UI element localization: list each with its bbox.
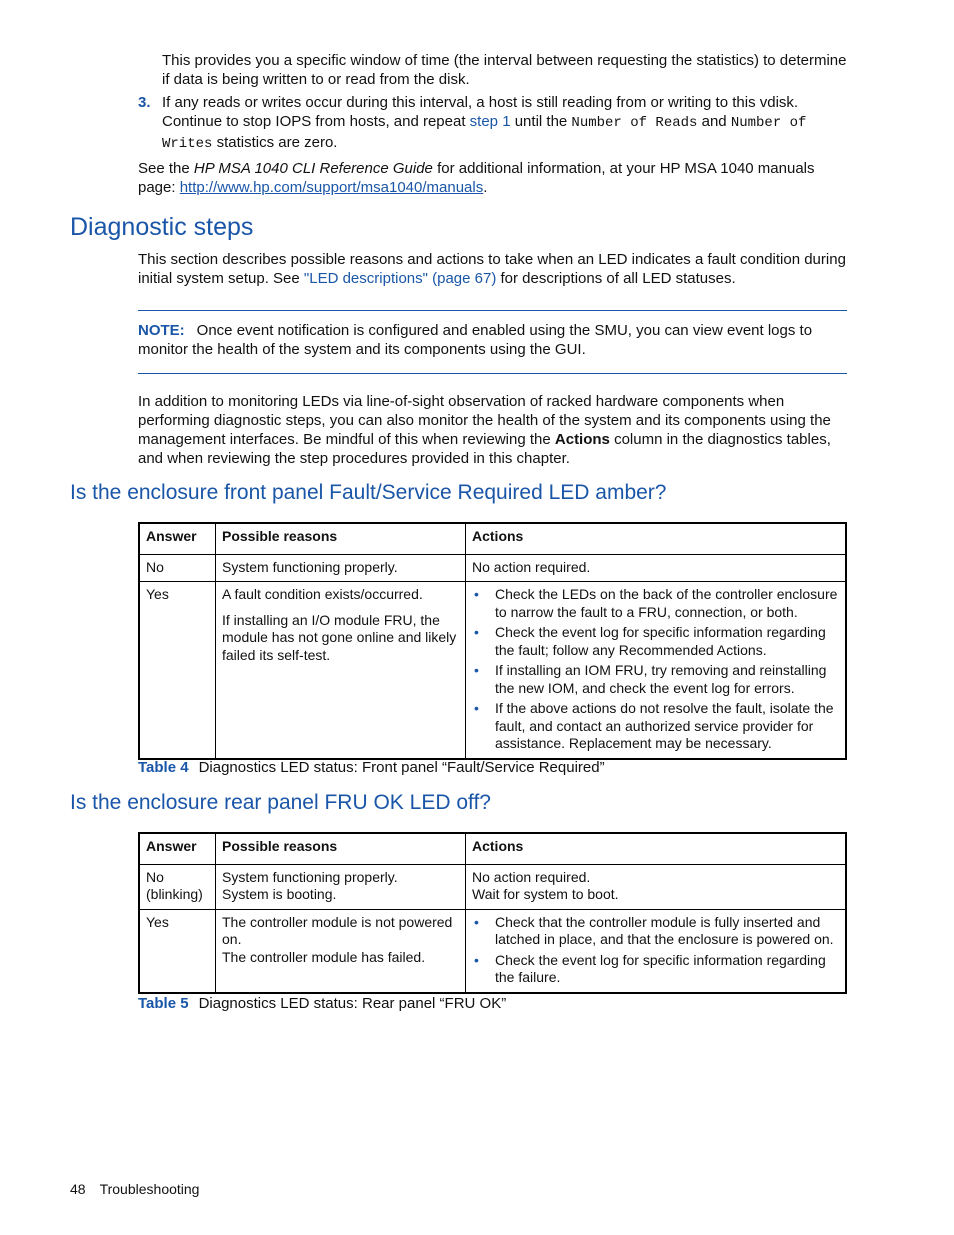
note-top-rule <box>138 310 847 311</box>
table-header-row <box>139 523 846 554</box>
header-answer: Answer <box>139 833 216 864</box>
header-possible-reasons: Possible reasons <box>216 523 466 554</box>
step-3: 3. If any reads or writes occur during this interval, a host is still reading from or writing to this vdisk. Continue to stop IOPS from hosts, and repeat step 1 until the Number of Reads and Number of Writes statistics are zero. <box>138 94 807 152</box>
chapter-title: Troubleshooting <box>99 1181 200 1197</box>
list-item: • If the above actions do not resolve the fault, isolate the fault, and contact an authorized service provider for assistance. Replacement may be necessary. <box>474 700 834 751</box>
heading-rear-panel-fru-ok-led: Is the enclosure rear panel FRU OK LED off? <box>70 791 491 814</box>
table-row <box>139 909 846 993</box>
table-row <box>139 582 846 759</box>
page-number: 48 <box>70 1181 86 1197</box>
cell-answer: No (blinking) <box>139 864 216 909</box>
list-item: • Check the event log for specific information regarding the fault; follow any Recommended Actions. <box>474 624 826 658</box>
table-header-row <box>139 833 846 864</box>
table-row <box>139 864 846 909</box>
diagnostic-intro-paragraph: This section describes possible reasons and actions to take when an LED indicates a fault condition during initial system setup. See "LED descriptions" (page 67) for descriptions of all LED statuses. <box>138 251 846 287</box>
note-label: NOTE: <box>138 322 185 339</box>
manuals-url-link[interactable]: http://www.hp.com/support/msa1040/manuals <box>179 179 484 196</box>
section-heading-diagnostic-steps: Diagnostic steps <box>70 213 254 241</box>
list-item: • Check the event log for specific information regarding the failure. <box>474 951 826 985</box>
header-actions: Actions <box>466 523 847 554</box>
cell-actions <box>466 582 847 759</box>
note-box: NOTE: Once event notification is configured and enabled using the SMU, you can view event logs to monitor the health of the system and its components using the GUI. <box>138 322 813 358</box>
bullet-icon: • <box>474 662 479 678</box>
list-item: • Check that the controller module is fully inserted and latched in place, and that the enclosure is powered on. <box>474 913 834 947</box>
cell-answer: Yes <box>139 909 216 993</box>
cell-actions: No action required. <box>466 554 847 582</box>
heading-front-panel-fault-led: Is the enclosure front panel Fault/Service Required LED amber? <box>70 481 667 504</box>
step-3-number: 3. <box>138 94 151 111</box>
actions-list <box>472 586 839 753</box>
cell-actions <box>466 909 847 993</box>
code-number-of-reads: Number of Reads <box>571 115 698 131</box>
header-answer: Answer <box>139 523 216 554</box>
bullet-icon: • <box>474 913 479 930</box>
header-actions: Actions <box>466 833 847 864</box>
led-descriptions-link[interactable]: "LED descriptions" (page 67) <box>303 270 497 287</box>
reason-text: If installing an I/O module FRU, the module has not gone online and likely failed its self-test. <box>222 611 457 663</box>
note-bottom-rule <box>138 373 847 374</box>
cell-reasons: The controller module is not powered on. The controller module has failed. <box>216 909 466 993</box>
bullet-icon: • <box>474 951 479 968</box>
bullet-icon: • <box>474 700 479 716</box>
cell-reasons: System functioning properly. System is booting. <box>216 864 466 909</box>
actions-bold: Actions <box>554 431 610 448</box>
list-item: • If installing an IOM FRU, try removing and reinstalling the new IOM, and check the event log for errors. <box>474 662 827 696</box>
table-5-caption: Table 5 Diagnostics LED status: Rear panel “FRU OK” <box>138 995 507 1012</box>
table-row <box>139 554 846 582</box>
cell-reasons: System functioning properly. <box>216 554 466 582</box>
step-1-link[interactable]: step 1 <box>469 113 511 130</box>
diagnostic-paragraph-2: In addition to monitoring LEDs via line-of-sight observation of racked hardware components when performing diagnostic steps, you can also monitor the health of the system and its components using the management interfaces. Be mindful of this when reviewing the Actions column in the diagnostics tables, and when reviewing the step procedures provided in this chapter. <box>138 393 831 467</box>
table-4-caption: Table 4 Diagnostics LED status: Front panel “Fault/Service Required” <box>138 759 605 776</box>
reason-text: A fault condition exists/occurred. <box>222 586 423 602</box>
list-item: • Check the LEDs on the back of the controller enclosure to narrow the fault to a FRU, connection, or both. <box>474 586 838 620</box>
bullet-icon: • <box>474 624 479 640</box>
cell-answer: Yes <box>139 582 216 759</box>
table-rear-panel-fru-ok <box>138 832 847 994</box>
cell-actions: No action required. Wait for system to boot. <box>466 864 847 909</box>
cell-reasons <box>216 582 466 759</box>
code-number-of-writes: Number of Writes <box>162 115 807 152</box>
actions-list <box>472 914 839 987</box>
caption-label: Table 4 <box>138 759 189 776</box>
bullet-icon: • <box>474 586 479 602</box>
see-also-paragraph: See the HP MSA 1040 CLI Reference Guide for additional information, at your HP MSA 1040 manuals page: http://www.hp.com/support/msa1040/manuals. <box>138 160 815 196</box>
cli-guide-title: HP MSA 1040 CLI Reference Guide <box>193 160 433 177</box>
intro-paragraph: This provides you a specific window of time (the interval between requesting the statistics) to determine if data is being written to or read from the disk. <box>162 52 847 88</box>
cell-answer: No <box>139 554 216 582</box>
table-front-panel-fault <box>138 522 847 760</box>
header-possible-reasons: Possible reasons <box>216 833 466 864</box>
page-footer <box>70 1180 199 1198</box>
caption-label: Table 5 <box>138 995 189 1012</box>
